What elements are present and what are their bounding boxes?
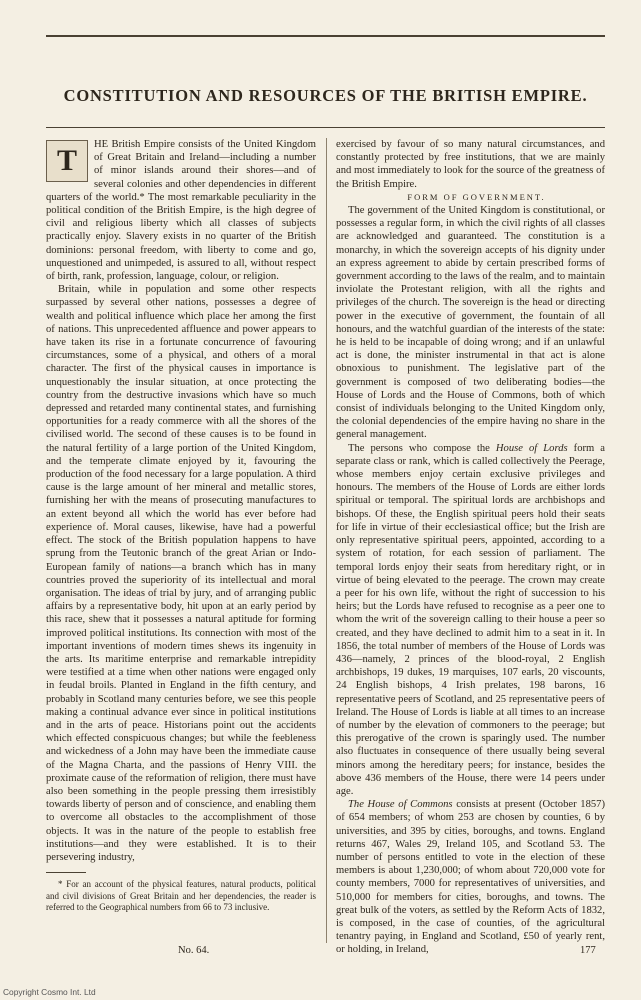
continued-paragraph: exercised by favour of so many natural circumstances, and constantly protected by free institutions, that we are mainly and most immediately to look for the source of the greatness of the British Empire.: [336, 139, 605, 190]
left-column: [46, 138, 316, 913]
body-paragraph: [336, 798, 605, 956]
paragraph-text: consists at present (October 1857) of 654 members; of whom 253 are chosen by counties, 6 by universities, and 395 by cities, boroughs, and towns. England returns 467, Wales 29, Ireland 105, and Scotland 53. The number of persons entitled to vote in the election of these members is about 1,230,000; of whom about 720,000 vote for county members, 7000 for representatives of universities, and 510,000 for members for cities, boroughs, and towns. The great bulk of the voters, as settled by the Reform Acts of 1832, is composed, in the case of counties, of the agricultural tenantry paying, in England and Scotland, £50 of yearly rent, or holding, in Ireland,: [336, 799, 605, 956]
copyright-watermark: Copyright Cosmo Int. Ltd: [3, 987, 96, 997]
opening-paragraph: [46, 138, 316, 283]
drop-cap: T: [46, 140, 88, 182]
opening-paragraph-text: HE British Empire consists of the United Kingdom of Great Britain and Ireland—including a number of minor islands around their shores—and of several colonies and other dependencies in different quarters of the world.* The most remarkable peculiarity in the political condition of the British Empire, is the high degree of civil and religious liberty which all classes of subjects practically enjoy. Slavery exists in no quarter of the British dominions: personal freedom, with liberty to come and go, unquestioned and unimpeded, is assured to all, without respect of birth, rank, profession, language, colour, or religion.: [46, 139, 316, 283]
column-divider: [326, 138, 327, 943]
paragraph-lead: The persons who compose the: [348, 442, 496, 454]
emphasis-house-of-commons: The House of Commons: [348, 799, 453, 811]
body-paragraph: [336, 442, 605, 798]
body-paragraph: Britain, while in population and some other respects surpassed by several other nations, possesses a degree of wealth and political influence which place her among the first of nations. This unprecedented affluence and power appears to have taken its rise in a fortunate concurrence of favouring circumstances, some of a physical, and others of a moral character. The first of the physical causes in importance is unquestionably the insular situation, at once protecting the country from the destructive invasions which have so much depressed and retarded many continental states, and furnishing opportunities for a ready commerce with all the shores of the civilised world. The second of these causes is to be found in the natural fertility of a large portion of the United Kingdom, and the temperate climate enjoyed by it, favouring the production of the food necessary for a large population. A third cause is the large amount of her mineral and metallic stores, furnishing her with the means of prosecuting manufactures to an extent beyond all which the world has ever before had experience of. Moral causes, likewise, have had a powerful effect. The stock of the British population happens to have sprung from the Teutonic branch of the great Arian or Indo-European family of nations—a branch which has in many countries proved the superiority of its intellectual and moral organisation. The ideas of trial by jury, and of arranging public affairs by a representative body, hit upon at an early period by this race, shew that it possesses a natural aptitude for forming improved political institutions. Its connection with most of the important inventions of modern times shews its ingenuity in the arts. Its maritime enterprise and remarkable intrepidity were testified at a time when other nations were engaged only in feudal broils. Planted in England in the fifth century, and probably in Scotland many centuries before, we see this people making a continual advance ever since in political institutions and in the arts of peace. Historians point out the accidents which effected conspicuous changes; but while the feebleness and wickedness of a John may have been the immediate cause of the Magna Charta, and the passions of Henry VIII. the proximate cause of the reformation of religion, there must have also been something in the people pressing them irresistibly towards liberty of person and of conscience, and enabling them to overcome all obstacles to the accomplishment of those objects. It was in the nature of the people to establish free institutions—and they were established. It is to their persevering industry,: [46, 284, 316, 863]
footnote-rule: [46, 872, 86, 873]
section-heading: FORM OF GOVERNMENT.: [407, 191, 546, 202]
title-rule: [46, 127, 605, 128]
paragraph-text: form a separate class or rank, which is called collectively the Peerage, whose members enjoy certain exclusive privileges and honours. The members of the House of Lords are either lords spiritual or temporal. The spiritual lords are archbishops and bishops. Of these, the English spiritual peers hold their seats for life in virtue of their ecclesiastical office; but the Irish are only representative spiritual peers, appointed, according to a system of rotation, for each session of parliament. The temporal lords enjoy their seats from hereditary right, or in virtue of being elevated to the peerage. The crown may create a peer for his own life, without the right of succession to his heirs; but the Lords have refused to recognise as a peer one to whom the writ of the sovereign calling to their house a peer so created, and they have declined to admit him to a seat in it. In 1856, the total number of members of the House of Lords was 436—namely, 2 princes of the blood-royal, 2 English archbishops, 19 dukes, 19 marquises, 107 earls, 20 viscounts, 24 English bishops, 4 Irish prelates, 198 barons, 16 representative peers of Scotland, and 25 representative peers of Ireland. The House of Lords is liable at all times to an increase of number by the elevation of commoners to the peerage; but this prerogative of the crown is sparingly used. The number also fluctuates in consequence of there usually being several minors among the hereditary peers; for instance, besides the above 436 members of the House, there were 14 peers under age.: [336, 442, 606, 797]
footnote: * For an account of the physical features, natural products, political and civil divisions of Great Britain and her dependencies, the reader is referred to the Geographical numbers from 66 to 73 inclusive.: [46, 879, 316, 912]
right-column: [336, 138, 605, 957]
body-paragraph: The government of the United Kingdom is constitutional, or possesses a regular form, in which the civil rights of all classes are acknowledged and guaranteed. The constitution is a monarchy, in which the sovereign accepts of his dignity under an express agreement to abide by certain prescribed forms of government according to the laws of the realm, and to maintain inviolate the Protestant religion, with all the rights and privileges of the church. The sovereign is the head or directing power in the executive of government, the fountain of all honours, and the watchful guardian of the interests of the state: he is held to be incapable of doing wrong; and if an unlawful act is done, the minister instrumental in that act is alone obnoxious to punishment. The legislative part of the government is composed of two deliberating bodies—the House of Lords and the House of Commons, both of which consist of individuals belonging to the United Kingdom only, the colonial dependencies of the empire having no share in the general management.: [336, 205, 605, 441]
issue-number: No. 64.: [178, 945, 210, 956]
header-rule: [46, 35, 605, 37]
article-title: CONSTITUTION AND RESOURCES OF THE BRITISH EMPIRE.: [63, 86, 588, 105]
page-number: 177: [580, 945, 596, 956]
emphasis-house-of-lords: House of Lords: [495, 442, 568, 454]
